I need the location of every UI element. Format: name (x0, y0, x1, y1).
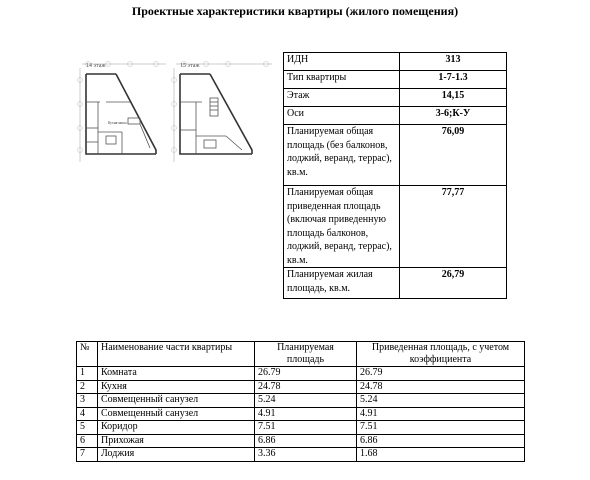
table-row (77, 434, 525, 448)
property-value: 14,15 (400, 89, 507, 107)
room-area: 24.78 (255, 380, 357, 394)
property-label: ИДН (284, 53, 400, 71)
floor-right-label: 15 этаж (180, 63, 200, 69)
property-row (284, 107, 507, 125)
document-title: Проектные характеристики квартиры (жилого помещения) (131, 4, 459, 18)
col-header-area: Планируемая площадь (255, 342, 357, 367)
table-row (77, 421, 525, 435)
room-reduced-area: 7.51 (357, 421, 525, 435)
room-name: Совмещенный санузел (98, 407, 255, 421)
room-number: 1 (77, 367, 98, 381)
table-row (77, 394, 525, 408)
col-header-reduced-area: Приведенная площадь, с учетом коэффициента (357, 342, 525, 367)
plan-room-caption: Кухня-ниша (108, 121, 127, 125)
property-label: Тип квартиры (284, 71, 400, 89)
property-label: Планируемая общая приведенная площадь (включая приведенную площадь балконов, лоджий, веранд, террас), кв.м. (284, 186, 400, 268)
property-row (284, 71, 507, 89)
room-reduced-area: 6.86 (357, 434, 525, 448)
rooms-table (76, 341, 525, 462)
room-area: 7.51 (255, 421, 357, 435)
table-row (77, 407, 525, 421)
room-number: 2 (77, 380, 98, 394)
room-reduced-area: 5.24 (357, 394, 525, 408)
rooms-table-header (77, 342, 525, 367)
property-label: Планируемая жилая площадь, кв.м. (284, 268, 400, 299)
table-row (77, 380, 525, 394)
table-row (77, 367, 525, 381)
property-value: 1-7-1.3 (400, 71, 507, 89)
property-label: Оси (284, 107, 400, 125)
room-area: 5.24 (255, 394, 357, 408)
property-label: Этаж (284, 89, 400, 107)
room-number: 5 (77, 421, 98, 435)
table-row (77, 448, 525, 462)
col-header-name: Наименование части квартиры (98, 342, 255, 367)
room-name: Прихожая (98, 434, 255, 448)
property-row (284, 268, 507, 299)
room-name: Комната (98, 367, 255, 381)
room-reduced-area: 26.79 (357, 367, 525, 381)
property-value: 77,77 (400, 186, 507, 268)
floor-plan-drawing (76, 58, 274, 166)
room-reduced-area: 24.78 (357, 380, 525, 394)
room-number: 7 (77, 448, 98, 462)
property-row (284, 89, 507, 107)
property-value: 26,79 (400, 268, 507, 299)
apartment-properties-table (283, 52, 507, 299)
property-row (284, 53, 507, 71)
col-header-number: № (77, 342, 98, 367)
room-number: 6 (77, 434, 98, 448)
property-row (284, 125, 507, 186)
room-area: 26.79 (255, 367, 357, 381)
room-name: Совмещенный санузел (98, 394, 255, 408)
room-reduced-area: 1.68 (357, 448, 525, 462)
room-area: 6.86 (255, 434, 357, 448)
floor-left-label: 14 этаж (86, 63, 106, 69)
property-row (284, 186, 507, 268)
room-name: Лоджия (98, 448, 255, 462)
room-area: 3.36 (255, 448, 357, 462)
property-label: Планируемая общая площадь (без балконов, лоджий, веранд, террас), кв.м. (284, 125, 400, 186)
property-value: 3-6;К-У (400, 107, 507, 125)
room-name: Коридор (98, 421, 255, 435)
property-value: 76,09 (400, 125, 507, 186)
room-name: Кухня (98, 380, 255, 394)
room-area: 4.91 (255, 407, 357, 421)
property-value: 313 (400, 53, 507, 71)
room-number: 3 (77, 394, 98, 408)
room-number: 4 (77, 407, 98, 421)
room-reduced-area: 4.91 (357, 407, 525, 421)
